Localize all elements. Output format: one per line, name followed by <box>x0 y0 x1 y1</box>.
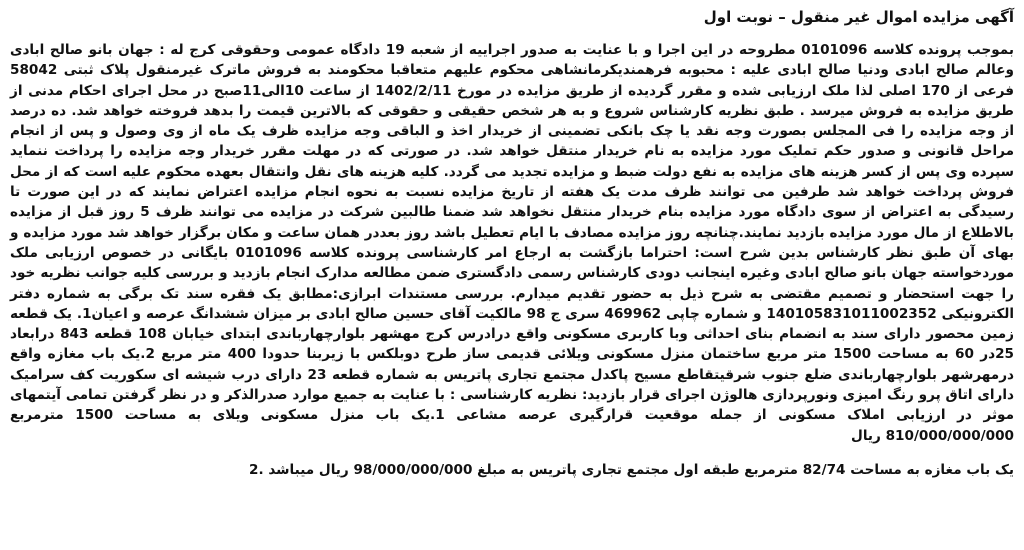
notice-title: آگهی مزایده اموال غیر منقول – نوبت اول <box>703 8 1014 26</box>
notice-body: بموجب پرونده کلاسه 0101096 مطروحه در این اجرا و با عنایت به صدور اجراییه از شعبه 19 دادگاه عمومی وحقوقی کرج له : جهان بانو صالح ابادی وعالم صالح ابادی ودنیا صالح ابادی علیه : محبوبه فرهمندیکرمانشاهی محکوم علیهم متعاقبا محکومند به فروش ماترک غیرمنقول پلاک ثبتی 58042 فرعی از 170 اصلی لذا ملک ارزیابی شده و مقرر گردیده از طریق مزایده در مورخ 1402/2/11 از ساعت 10الی11صبح در محل اجرای احکام مدنی از طریق مزایده به فروش میرسد . طبق نظریه کارشناس شروع و به هر شخص حقیقی و حقوقی که بالاترین قیمت را بدهد فروخته خواهد شد. ده درصد از وجه مزایده را فی المجلس بصورت وجه نقد یا چک بانکی تضمینی از خریدار اخذ و الباقی وجه مزایده ظرف یک ماه از وی وصول و پس از انجام مراحل قانونی و صدور حکم تملیک مورد مزایده به نام خریدار منتقل خواهد شد. در صورتی که در مهلت مقرر خریدار وجه مزایده را پرداخت ننماید سپرده وی پس از کسر هزینه های مزایده به نفع دولت ضبط و مزایده تجدید می گردد. کلیه هزینه های نقل وانتقال بعهده محکوم علیه است که از محل فروش پرداخت خواهد شد طرفین می توانند ظرف مدت یک هفته از تاریخ مزایده نسبت به نحوه انجام مزایده اعتراض نمایند که در این صورت تا رسیدگی به اعتراض از سوی دادگاه مورد مزایده بنام خریدار منتقل نخواهد شد ضمنا طالبین شرکت در مزایده می توانند ظرف 5 روز قبل از مزایده بالاطلاع از مال مورد مزایده بازدید نمایند.چنانچه روز مزایده مصادف با ایام تعطیل باشد روز بعددر همان ساعت و مکان برگزار خواهد شد مورد مزایده و بهای آن طبق نظر کارشناس بدین شرح است: احتراما بازگشت به ارجاع امر کارشناسی پرونده کلاسه 0101096 بایگانی در خصوص ارزیابی ملک موردخواسته جهان بانو صالح ابادی وغیره اینجانب دودی کارشناس رسمی دادگستری ضمن مطالعه مدارک انجام بازدید و بررسی کلیه جوانب نظریه خود را جهت استحضار و تصمیم مقتضی به شرح ذیل به حضور تقدیم میدارم. بررسی مستندات ابرازی:مطابق یک فقره سند تک برگی به شماره دفتر الکترونیکی 140105831011002352 و شماره چاپی 469962 سری ج 98 مالکیت آقای حسین صالح ابادی بر میزان ششدانگ عرصه و اعیان1. یک قطعه زمین محصور دارای سند به انضمام بنای احداثی وبا کاربری مسکونی واقع درادرس کرج مهشهر بلوارچهارباندی ابتدای خیابان 108 قطعه 843 درابعاد 25در 60 به مساحت 1500 متر مربع ساختمان منزل مسکونی ویلائی قدیمی ساز طرح دوبلکس با زیربنا حدودا 400 متر مربع 2.یک باب مغازه واقع درمهرشهر بلوارچهارباندی ضلع جنوب شرقیتقاطع مسیح پاکدل مجتمع تجاری پاتریس به شماره قطعه 23 دارای درب شیشه ای سکوریت کف سرامیک دارای اتاق پرو رنگ امیزی ونورپردازی هالوژن اجرای قرار بازدید: نظریه کارشناسی : با عنایت به جمیع موارد صدرالذکر و در نظر گرفتن تمامی آیتمهای موثر در ارزیابی املاک مسکونی از جمله موقعیت قرارگیری عرصه مشاعی 1.یک باب منزل مسکونی ویلای به مساحت 1500 مترمربع 810/000/000/000 ریال <box>10 42 1015 444</box>
notice-item-shop: یک باب مغازه به مساحت 82/74 مترمربع طبقه اول مجتمع تجاری پاتریس به مبلغ 98/000/000/000 ریال میباشد .2 <box>248 461 1014 478</box>
